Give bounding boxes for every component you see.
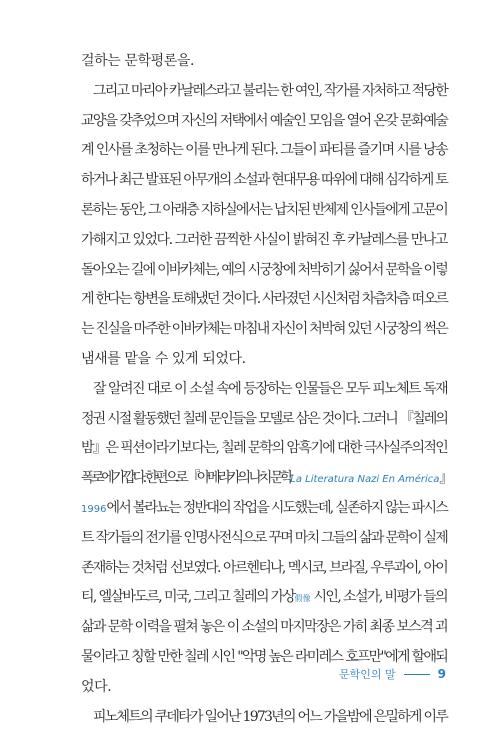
- publication-year: 1996: [81, 503, 107, 515]
- text-line: [81, 703, 447, 733]
- text-line: [81, 107, 447, 137]
- line-text: 돌아오는 길에 이바카체는, 예의 시궁창에 처박히기 싫어서 문학을 이렇: [81, 261, 447, 278]
- text-line: [81, 524, 447, 554]
- line-text: 냄새를 맡을 수 있게 되었다.: [81, 350, 246, 367]
- line-text: 피노체트의 쿠데타가 일어난 1973년의 어느 가을밤에 은밀하게 이루: [93, 708, 447, 725]
- text-line: [81, 613, 447, 643]
- line-text: 존재하는 것처럼 선보였다. 아르헨티나, 멕시코, 브라질, 우루과이, 아이: [81, 559, 447, 576]
- text-line: [81, 77, 447, 107]
- footer-rule: [404, 674, 430, 675]
- text-line: [81, 464, 450, 494]
- line-text: 잘 알려진 대로 이 소설 속에 등장하는 인물들은 모두 피노체트 독재: [93, 380, 447, 397]
- text-line: [81, 434, 447, 464]
- line-text: 가해지고 있었다. 그러한 끔찍한 사실이 밝혀진 후 카날레스를 만나고: [81, 231, 447, 248]
- text-line: [81, 196, 447, 226]
- line-text: 정권 시절 활동했던 칠레 문인들을 모델로 삼은 것이다. 그러니 『칠레의: [81, 410, 447, 427]
- line-text: 론하는 동안, 그 아래층 지하실에서는 납치된 반체제 인사들에게 고문이: [81, 201, 447, 218]
- body-text: [81, 47, 450, 732]
- line-text: 하거나 최근 발표된 아무개의 소설과 현대무용 따위에 대해 심각하게 토: [81, 172, 447, 189]
- line-text: 밤』은 픽션이라기보다는, 칠레 문학의 암흑기에 대한 극사실주의적인: [81, 440, 448, 457]
- line-text-tail: 』: [439, 470, 450, 487]
- text-line: [81, 405, 447, 435]
- line-text: 교양을 갖추었으며 자신의 저택에서 예술인 모임을 열어 온갖 문화예술: [81, 112, 447, 129]
- text-line: [81, 166, 447, 196]
- line-text: 는 진실을 마주한 이바카체는 마침내 자신이 처박혀 있던 시궁창의 썩은: [81, 321, 447, 338]
- line-text: 트 작가들의 전기를 인명사전식으로 꾸며 마치 그들의 삶과 문학이 실제: [81, 529, 447, 546]
- line-text: 티, 엘살바도르, 미국, 그리고 칠레의 가상: [81, 589, 295, 606]
- text-line: [81, 554, 447, 584]
- text-line: [81, 226, 447, 256]
- text-line: [81, 494, 447, 524]
- line-text: 삶과 문학 이력을 펼쳐 놓은 이 소설의 마지막장은 가히 최종 보스격 괴: [81, 619, 447, 636]
- text-line: [81, 345, 447, 375]
- line-text: 에서 볼라뇨는 정반대의 작업을 시도했는데, 실존하지 않는 파시스: [106, 499, 447, 516]
- text-line: [81, 256, 447, 286]
- hanja-gloss: 假像: [294, 594, 311, 604]
- original-title: La Literatura Nazi En América: [290, 474, 440, 486]
- text-line: [81, 136, 447, 166]
- text-line: [81, 315, 447, 345]
- page-footer: [339, 666, 446, 682]
- line-text: 게 한다는 항변을 토해냈던 것이다. 사라졌던 시신처럼 차츰차츰 떠오르: [81, 291, 447, 308]
- running-title: 문학인의 말: [339, 668, 396, 681]
- text-line: [81, 583, 447, 613]
- line-text: 그리고 마리아 카날레스라고 불리는 한 여인, 작가를 자처하고 적당한: [93, 82, 447, 99]
- line-text: 걸하는 문학평론을.: [81, 53, 195, 69]
- page-number: 9: [437, 667, 446, 681]
- text-line: [81, 375, 447, 405]
- text-line: [81, 285, 447, 315]
- line-text-tail: 시인, 소설가, 비평가 들의: [310, 589, 448, 606]
- line-text: 었다.: [81, 678, 112, 695]
- line-text: 계 인사를 초청하는 이를 만나게 된다. 그들이 파티를 즐기며 시를 낭송: [81, 142, 447, 159]
- line-text: 폭로에 가깝다. 한편으로 『아메리카의 나치 문학: [81, 470, 291, 487]
- text-line: [81, 47, 447, 77]
- line-text: 물이라고 칭할 만한 칠레 시인 "악명 높은 라미레스 호프만"에게 할애되: [81, 648, 447, 665]
